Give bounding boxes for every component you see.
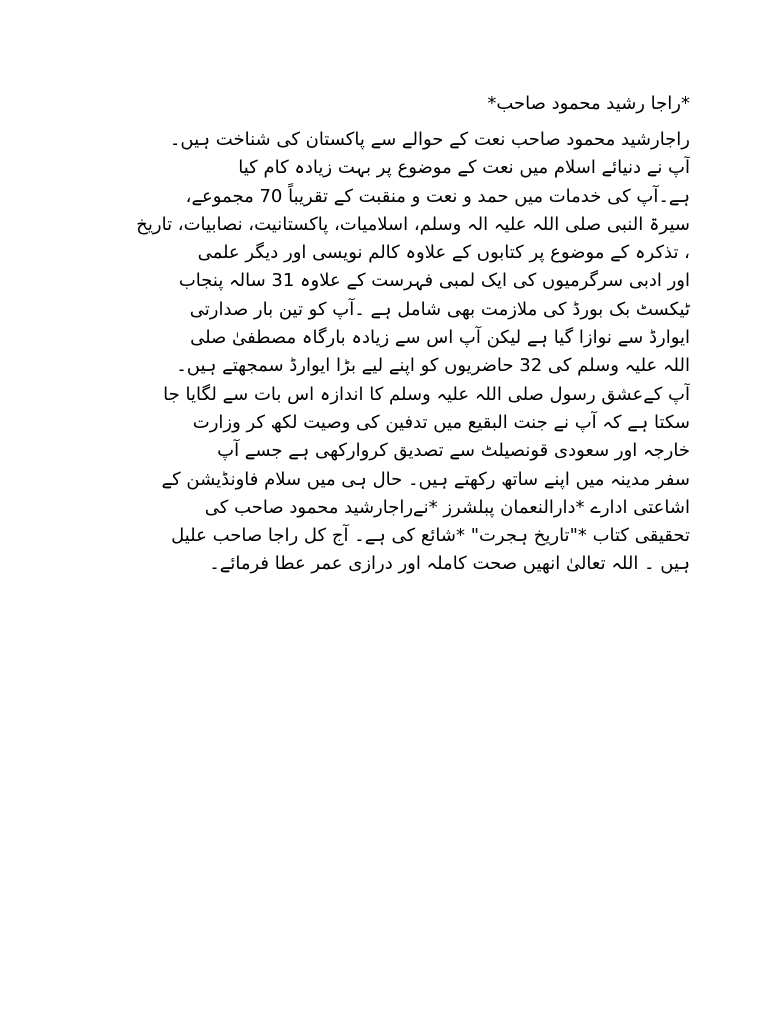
paragraph-line: سفر مدینہ میں اپنے ساتھ رکھتے ہیں۔ حال ہی میں سلام فاونڈیشن کے bbox=[161, 468, 690, 490]
paragraph-line: سیرۃ النبی صلی اللہ علیہ الہ وسلم، اسلامیات، پاکستانیت، نصابیات، تاریخ bbox=[136, 213, 690, 235]
paragraph-line: ہیں ۔ اللہ تعالیٰ انھیں صحت کاملہ اور درازی عمر عطا فرمائے۔ bbox=[209, 553, 690, 575]
paragraph-line: ٹیکسٹ بک بورڈ کی ملازمت بھی شامل ہے ۔آپ کو تین بار صدارتی bbox=[189, 298, 690, 320]
paragraph-line: اللہ علیہ وسلم کی 32 حاضریوں کو اپنے لیے بڑا ایوارڈ سمجھتے ہیں۔ bbox=[176, 355, 690, 377]
paragraph-line: ہے۔آپ کی خدمات میں حمد و نعت و منقبت کے تقریباً 70 مجموعے، bbox=[185, 185, 690, 207]
paragraph-line: آپ نے دنیائے اسلام میں نعت کے موضوع پر بہت زیادہ کام کیا bbox=[238, 157, 690, 179]
paragraph-line: سکتا ہے کہ آپ نے جنت البقیع میں تدفین کی وصیت لکھ کر وزارت bbox=[192, 411, 690, 433]
paragraph-line: تحقیقی کتاب *"تاریخ ہجرت" *شائع کی ہے۔ آج کل راجا صاحب علیل bbox=[171, 525, 690, 547]
paragraph-line: ایوارڈ سے نوازا گیا ہے لیکن آپ اس سے زیادہ بارگاہ مصطفیٰ صلی bbox=[190, 327, 690, 349]
document-body bbox=[78, 126, 690, 579]
paragraph-line: راجارشید محمود صاحب نعت کے حوالے سے پاکستان کی شناخت ہیں۔ bbox=[169, 129, 690, 150]
paragraph-line: اشاعتی ادارے *دارالنعمان پبلشرز *نےراجارشید محمود صاحب کی bbox=[204, 496, 690, 518]
document-title: *راجا رشید محمود صاحب* bbox=[487, 93, 690, 114]
paragraph-line: خارجہ اور سعودی قونصیلٹ سے تصدیق کروارکھی ہے جسے آپ bbox=[217, 440, 690, 462]
paragraph-line: اور ادبی سرگرمیوں کی ایک لمبی فہرست کے علاوہ 31 سالہ پنجاب bbox=[178, 270, 690, 292]
paragraph-line: آپ کےعشق رسول صلی اللہ علیہ وسلم کا اندازہ اس بات سے لگایا جا bbox=[163, 383, 690, 405]
document-content bbox=[78, 90, 690, 579]
paragraph-line: ، تذکرہ کے موضوع پر کتابوں کے علاوہ کالم نویسی اور دیگر علمی bbox=[197, 242, 690, 264]
